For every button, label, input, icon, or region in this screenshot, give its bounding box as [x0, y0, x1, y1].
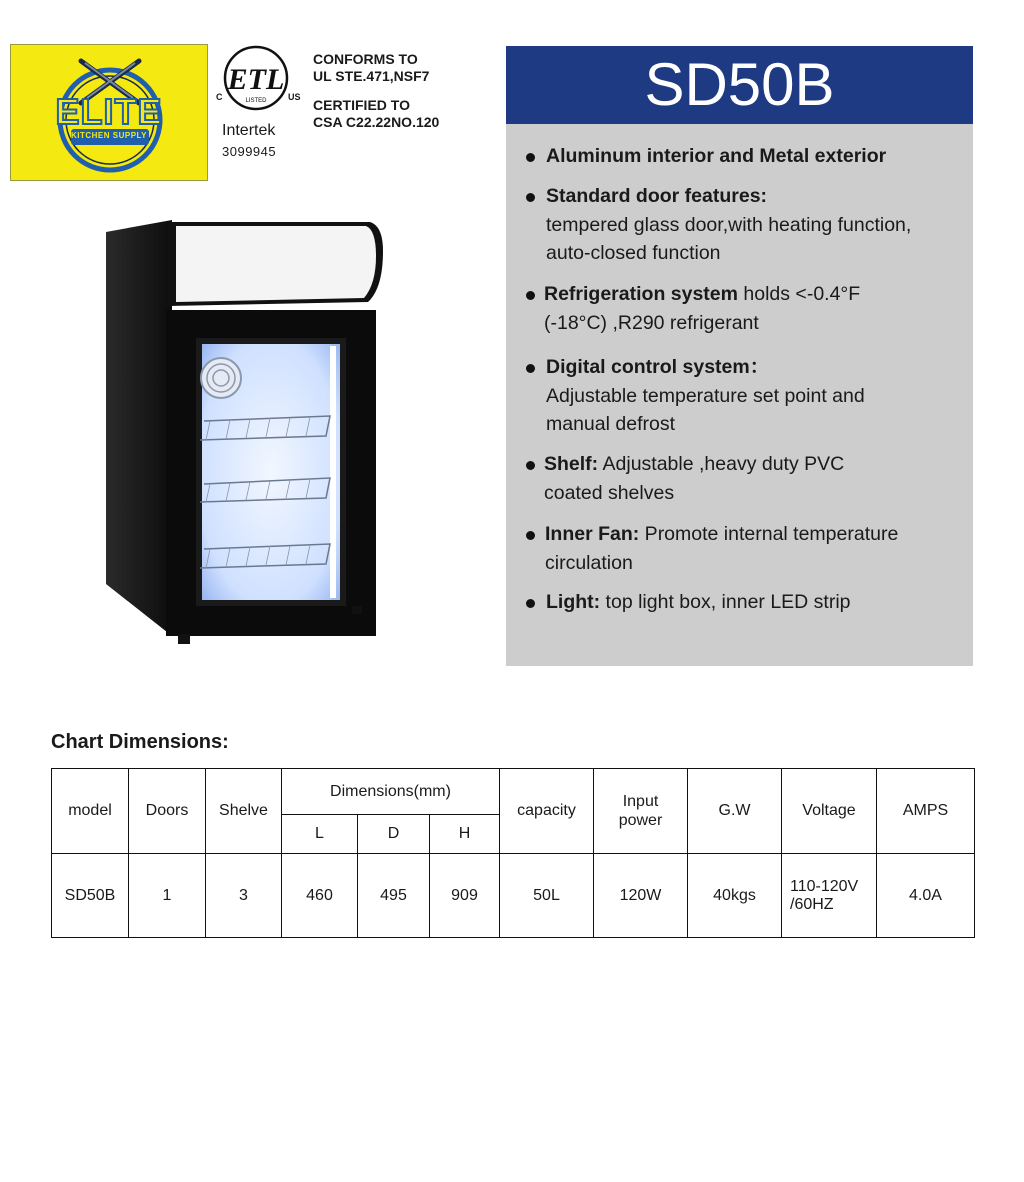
- header-cell: Dimensions(mm): [282, 769, 500, 815]
- etl-company: Intertek: [222, 122, 276, 139]
- table-title: Chart Dimensions:: [51, 731, 229, 753]
- table-cell: 1: [129, 854, 206, 938]
- header-cell: H: [430, 815, 500, 854]
- feature-heading: Refrigeration system: [544, 283, 738, 305]
- feature-heading: Digital control system: [546, 356, 750, 378]
- header-cell: capacity: [500, 769, 594, 854]
- bullet-icon: [526, 193, 535, 202]
- bullet-icon: [526, 153, 535, 162]
- feature-heading: Light:: [546, 591, 601, 613]
- table-cell: 40kgs: [688, 854, 782, 938]
- header-cell: G.W: [688, 769, 782, 854]
- cert-line: CERTIFIED TO: [313, 97, 410, 113]
- header-cell: model: [52, 769, 129, 854]
- table-cell: 495: [358, 854, 430, 938]
- etl-number: 3099945: [222, 144, 277, 159]
- table-cell: [782, 854, 877, 938]
- feature-item: [526, 353, 865, 439]
- table-cell-line: /60HZ: [790, 895, 834, 913]
- feature-text: top light box, inner LED strip: [600, 591, 851, 613]
- etl-listed-text: LISTED: [245, 98, 267, 104]
- feature-text: coated shelves: [544, 481, 675, 504]
- table-cell: 50L: [500, 854, 594, 938]
- etl-c-label: C: [216, 92, 223, 102]
- header-cell-line: Input: [622, 793, 659, 810]
- header-cell: D: [358, 815, 430, 854]
- feature-item: [526, 280, 860, 337]
- table-cell: SD50B: [52, 854, 129, 938]
- table-cell-line: 110-120V: [790, 877, 859, 895]
- etl-certification-mark: [212, 40, 307, 165]
- table-cell: 460: [282, 854, 358, 938]
- feature-text: Promote internal temperature: [639, 523, 899, 545]
- feature-item: [526, 182, 911, 268]
- feature-text: tempered glass door,with heating function,: [546, 213, 912, 236]
- bullet-icon: [526, 364, 535, 373]
- etl-listed-icon: [212, 40, 307, 120]
- feature-text: Adjustable ,heavy duty PVC: [598, 453, 845, 475]
- cert-line: UL STE.471,NSF7: [313, 68, 430, 84]
- feature-text: auto-closed function: [546, 242, 721, 264]
- cert-line: CSA C22.22NO.120: [313, 114, 440, 130]
- table-cell: 3: [206, 854, 282, 938]
- feature-heading: Aluminum interior and Metal exterior: [546, 145, 887, 167]
- header-cell: Doors: [129, 769, 206, 854]
- etl-mark-text: ETL: [227, 63, 285, 96]
- feature-item: [526, 588, 851, 617]
- dimensions-table: [51, 768, 975, 938]
- features-panel: [506, 124, 973, 666]
- header-cell: L: [282, 815, 358, 854]
- bullet-icon: [526, 291, 535, 300]
- feature-text: manual defrost: [546, 413, 675, 435]
- feature-text: holds <-0.4°F: [737, 283, 861, 305]
- feature-heading: Standard door features:: [546, 185, 768, 207]
- feature-heading: ：: [749, 356, 770, 378]
- bullet-icon: [526, 531, 535, 540]
- feature-item: [526, 450, 844, 507]
- feature-item: [526, 142, 886, 171]
- product-image-freezer: [100, 216, 390, 648]
- table-header-row: [52, 769, 975, 815]
- table-cell: 4.0A: [877, 854, 975, 938]
- table-cell: 120W: [594, 854, 688, 938]
- brand-logo: [10, 44, 208, 181]
- table-row: [52, 854, 975, 938]
- etl-us-label: US: [288, 92, 301, 102]
- header-cell: [594, 769, 688, 854]
- header-cell: AMPS: [877, 769, 975, 854]
- logo-subtitle: KITCHEN SUPPLY: [70, 131, 148, 140]
- header-cell: Shelve: [206, 769, 282, 854]
- feature-item: [526, 520, 898, 577]
- feature-text: (-18°C) ,R290 refrigerant: [544, 311, 759, 334]
- model-title: SD50B: [506, 46, 973, 124]
- bullet-icon: [526, 461, 535, 470]
- cert-line: CONFORMS TO: [313, 51, 418, 67]
- feature-text: circulation: [545, 551, 633, 574]
- feature-text: Adjustable temperature set point and: [546, 384, 865, 407]
- table-cell: 909: [430, 854, 500, 938]
- bullet-icon: [526, 599, 535, 608]
- logo-brand-text: ELITE: [55, 91, 163, 132]
- header-cell-line: power: [618, 812, 663, 829]
- certifications-text: [313, 51, 439, 131]
- header-cell: Voltage: [782, 769, 877, 854]
- feature-heading: Inner Fan:: [545, 523, 640, 545]
- feature-heading: Shelf:: [544, 453, 599, 475]
